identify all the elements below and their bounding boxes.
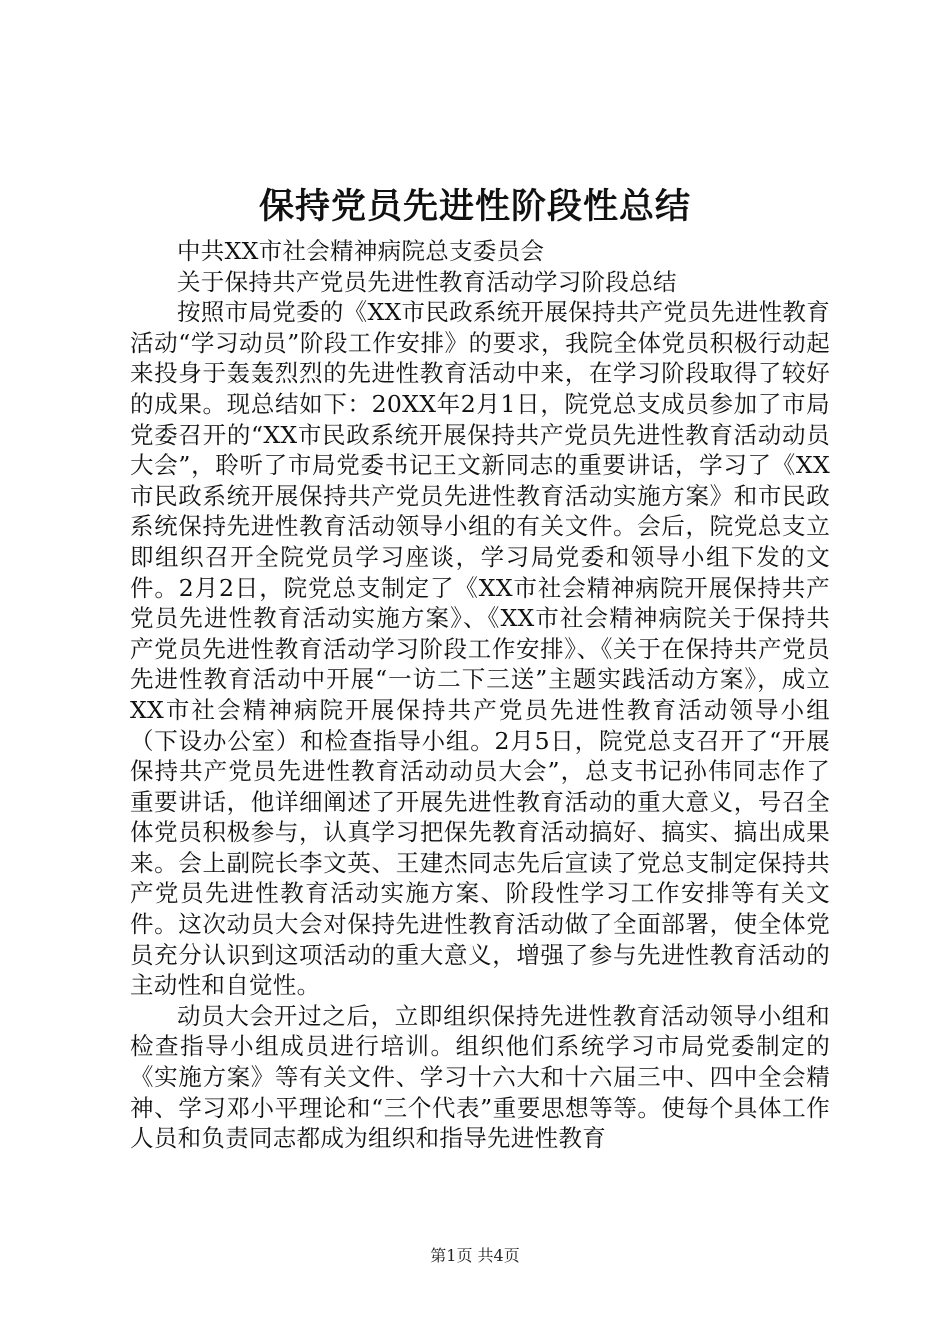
document-title: 保持党员先进性阶段性总结 — [258, 186, 691, 227]
document-body — [130, 236, 830, 1154]
org-heading: 中共XX市社会精神病院总支委员会 — [177, 237, 545, 265]
body-paragraph: 动员大会开过之后，立即组织保持先进性教育活动领导小组和检查指导小组成员进行培训。组织他们系统学习市局党委制定的《实施方案》等有关文件、学习十六大和十六届三中、四中全会精神、学习邓小平理论和“三个代表”重要思想等等。使每个具体工作人员和负责同志都成为组织和指导先进性教育 — [130, 1001, 830, 1153]
body-paragraph: 按照市局党委的《XX市民政系统开展保持共产党员先进性教育活动“学习动员”阶段工作安排》的要求，我院全体党员积极行动起来投身于轰轰烈烈的先进性教育活动中来，在学习阶段取得了较好的成果。现总结如下：20XX年2月1日，院党总支成员参加了市局党委召开的“XX市民政系统开展保持共产党员先进性教育活动动员大会”，聆听了市局党委书记王文新同志的重要讲话，学习了《XX市民政系统开展保持共产党员先进性教育活动实施方案》和市民政系统保持先进性教育活动领导小组的有关文件。会后，院党总支立即组织召开全院党员学习座谈，学习局党委和领导小组下发的文件。2月2日，院党总支制定了《XX市社会精神病院开展保持共产党员先进性教育活动实施方案》、《XX市社会精神病院关于保持共产党员先进性教育活动学习阶段工作安排》、《关于在保持共产党员先进性教育活动中开展“一访二下三送”主题实践活动方案》，成立XX市社会精神病院开展保持共产党员先进性教育活动领导小组（下设办公室）和检查指导小组。2月5日，院党总支召开了“开展保持共产党员先进性教育活动动员大会”，总支书记孙伟同志作了重要讲话，他详细阐述了开展先进性教育活动的重大意义，号召全体党员积极参与，认真学习把保先教育活动搞好、搞实、搞出成果来。会上副院长李文英、王建杰同志先后宣读了党总支制定保持共产党员先进性教育活动实施方案、阶段性学习工作安排等有关文件。这次动员大会对保持先进性教育活动做了全面部署，使全体党员充分认识到这项活动的重大意义，增强了参与先进性教育活动的主动性和自觉性。 — [130, 298, 830, 1000]
page-footer: 第1页 共4页 — [430, 1246, 520, 1265]
subject-heading: 关于保持共产党员先进性教育活动学习阶段总结 — [177, 267, 677, 296]
